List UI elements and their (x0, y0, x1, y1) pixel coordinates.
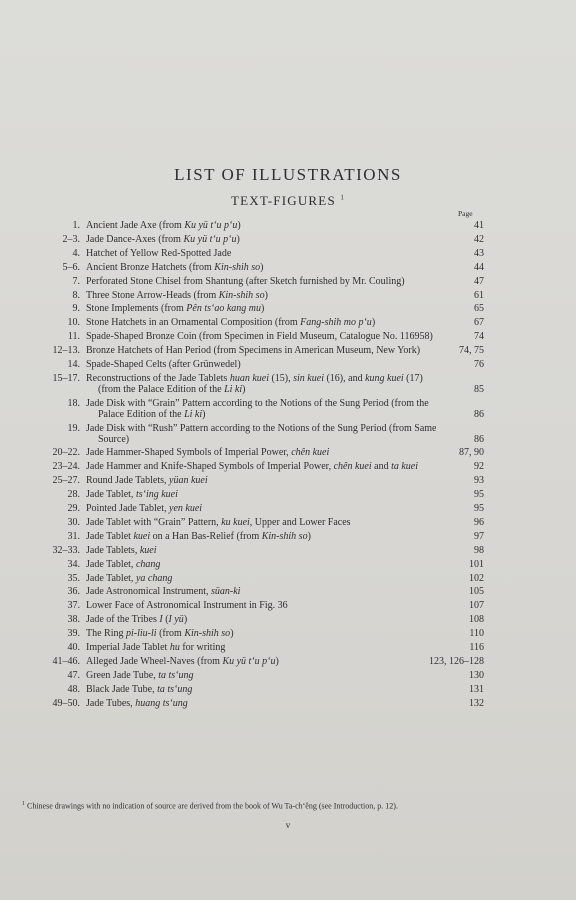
figure-number: 4. (72, 247, 80, 259)
figure-entry (22, 629, 484, 640)
figure-caption: The Ring pi-liu-li (from Kin-shih so) (86, 628, 234, 640)
figure-page: 42 (474, 233, 484, 245)
figure-page: 96 (474, 516, 484, 528)
figure-number: 30. (67, 516, 80, 528)
figure-entry (22, 657, 484, 668)
figure-number: 35. (67, 572, 80, 584)
figure-entry (22, 448, 484, 459)
figure-caption: Bronze Hatchets of Han Period (from Specimens in American Museum, New York) (86, 345, 421, 357)
figure-caption: Jade of the Tribes I (I yü) (86, 614, 188, 626)
figure-number: 10. (67, 317, 80, 329)
figure-caption: Jade Disk with “Grain” Pattern according to the Notions of the Sung Period (from the Palace Edition of the Li ki) (86, 397, 429, 420)
figure-entry (22, 462, 484, 473)
figure-page: 74, 75 (459, 345, 484, 357)
figure-number: 5–6. (62, 261, 80, 273)
figure-caption: Stone Hatchets in an Ornamental Composition (from Fang-shih mo p‘u) (86, 317, 376, 329)
figure-entry (22, 304, 484, 315)
figure-caption: Jade Hammer-Shaped Symbols of Imperial Power, chên kuei (86, 447, 330, 459)
figure-caption: Lower Face of Astronomical Instrument in Fig. 36 (86, 600, 288, 612)
figure-entry (22, 332, 484, 343)
figure-caption: Ancient Jade Axe (from Ku yü t‘u p‘u) (86, 220, 241, 231)
figure-entry (22, 221, 484, 232)
figure-caption: Jade Hammer and Knife-Shaped Symbols of Imperial Power, chên kuei and ta kuei (86, 461, 419, 473)
figure-entry (22, 643, 484, 654)
figure-page: 110 (469, 628, 484, 640)
figure-caption: Jade Tubes, huang ts‘ung (86, 697, 188, 709)
figure-page: 87, 90 (459, 447, 484, 459)
figure-entry (22, 546, 484, 557)
page-number: v (285, 820, 291, 830)
figure-entry (22, 476, 484, 487)
figure-number: 48. (67, 683, 80, 695)
figure-page: 61 (474, 289, 484, 301)
figure-number: 34. (67, 558, 80, 570)
figure-caption: Jade Tablet kuei on a Han Bas-Relief (from Kin-shih so) (86, 530, 311, 542)
figure-entry (22, 235, 484, 246)
figure-page: 67 (474, 317, 484, 329)
figure-page: 92 (474, 461, 484, 473)
figure-page: 41 (474, 220, 484, 231)
figure-page: 43 (474, 247, 484, 259)
figure-entry (22, 374, 484, 396)
figure-page: 95 (474, 503, 484, 515)
figure-page: 102 (469, 572, 484, 584)
figure-caption: Black Jade Tube, ta ts‘ung (86, 683, 193, 695)
figure-page: 130 (469, 669, 484, 681)
figure-caption: Round Jade Tablets, yüan kuei (86, 475, 208, 487)
figure-caption: Jade Tablet, ts‘ing kuei (86, 489, 178, 501)
footnote (22, 799, 492, 812)
figure-entry (22, 574, 484, 585)
figure-entry (22, 671, 484, 682)
figure-entry (22, 699, 484, 710)
figure-entry (22, 399, 484, 421)
figure-page: 97 (474, 530, 484, 542)
footnote-mark: 1 (22, 801, 25, 807)
page-column-label: Page (458, 209, 473, 218)
figure-page: 107 (469, 600, 484, 612)
figure-number: 14. (67, 359, 80, 371)
section-subtitle (0, 193, 576, 209)
figure-entry (22, 685, 484, 696)
figure-page: 132 (469, 697, 484, 709)
figure-number: 23–24. (52, 461, 80, 473)
figure-caption: Perforated Stone Chisel from Shantung (after Sketch furnished by Mr. Couling) (86, 275, 405, 287)
figure-number: 20–22. (52, 447, 80, 459)
figure-caption: Jade Tablets, kuei (86, 544, 157, 556)
figure-entry (22, 263, 484, 274)
figure-number: 40. (67, 642, 80, 654)
figure-page: 85 (474, 383, 484, 395)
figure-caption: Alleged Jade Wheel-Naves (from Ku yü t‘u p‘u) (86, 656, 279, 667)
figure-entry (22, 424, 484, 446)
figure-number: 36. (67, 586, 80, 598)
figure-number: 31. (67, 530, 80, 542)
figure-number: 1. (72, 220, 80, 231)
figure-number: 49–50. (52, 697, 80, 709)
figure-page: 76 (474, 359, 484, 371)
figure-entry (22, 291, 484, 302)
figure-number: 9. (72, 303, 80, 315)
figure-caption: Spade-Shaped Celts (after Grünwedel) (86, 359, 241, 371)
footnote-text: Chinese drawings with no indication of source are derived from the book of Wu Ta-ch‘êng (see Introduction, p. 12). (27, 801, 398, 811)
figure-page: 131 (469, 683, 484, 695)
figure-caption: Reconstructions of the Jade Tablets huan kuei (15), sin kuei (16), and kung kuei (17) (from the Palace Edition of the Li ki) (86, 372, 423, 395)
figure-page: 86 (474, 408, 484, 420)
figure-page: 47 (474, 275, 484, 287)
figure-number: 28. (67, 489, 80, 501)
figure-entry (22, 560, 484, 571)
figure-caption: Jade Tablet, chang (86, 558, 161, 570)
figure-entry (22, 532, 484, 543)
figure-page: 65 (474, 303, 484, 315)
figure-caption: Spade-Shaped Bronze Coin (from Specimen in Field Museum, Catalogue No. 116958) (86, 331, 433, 343)
figure-number: 18. (67, 397, 80, 409)
figure-page: 101 (469, 558, 484, 570)
figure-number: 41–46. (52, 656, 80, 667)
figure-caption: Jade Disk with “Rush” Pattern according to the Notions of the Sung Period (from Same Source) (86, 422, 437, 445)
figure-page: 105 (469, 586, 484, 598)
figure-page: 108 (469, 614, 484, 626)
figure-entry (22, 318, 484, 329)
figure-caption: Pointed Jade Tablet, yen kuei (86, 503, 203, 515)
figure-entry (22, 601, 484, 612)
figure-number: 25–27. (52, 475, 80, 487)
figure-list (22, 221, 484, 713)
figure-entry (22, 346, 484, 357)
figure-entry (22, 360, 484, 371)
figure-number: 32–33. (52, 544, 80, 556)
figure-number: 8. (72, 289, 80, 301)
figure-caption: Jade Tablet, ya chang (86, 572, 173, 584)
figure-caption: Ancient Bronze Hatchets (from Kin-shih so) (86, 261, 264, 273)
figure-number: 38. (67, 614, 80, 626)
figure-caption: Jade Astronomical Instrument, süan-ki (86, 586, 241, 598)
figure-number: 12–13. (52, 345, 80, 357)
figure-entry (22, 277, 484, 288)
figure-entry (22, 587, 484, 598)
figure-number: 29. (67, 503, 80, 515)
figure-entry (22, 518, 484, 529)
figure-caption: Imperial Jade Tablet hu for writing (86, 642, 226, 654)
figure-entry (22, 615, 484, 626)
figure-page: 123, 126–128 (429, 656, 484, 667)
figure-number: 2–3. (62, 233, 80, 245)
footnote-reference: 1 (340, 193, 346, 202)
figure-caption: Hatchet of Yellow Red-Spotted Jade (86, 247, 232, 259)
figure-page: 93 (474, 475, 484, 487)
figure-number: 15–17. (52, 372, 80, 384)
figure-page: 95 (474, 489, 484, 501)
figure-entry (22, 490, 484, 501)
figure-number: 39. (67, 628, 80, 640)
figure-number: 47. (67, 669, 80, 681)
figure-caption: Green Jade Tube, ta ts‘ung (86, 669, 194, 681)
figure-entry (22, 504, 484, 515)
figure-page: 116 (469, 642, 484, 654)
figure-number: 7. (72, 275, 80, 287)
figure-caption: Jade Tablet with “Grain” Pattern, ku kuei, Upper and Lower Faces (86, 516, 351, 528)
subtitle-text: TEXT-FIGURES (230, 193, 336, 208)
figure-number: 37. (67, 600, 80, 612)
figure-page: 86 (474, 433, 484, 445)
figure-caption: Stone Implements (from Pên ts‘ao kang mu) (86, 303, 265, 315)
figure-number: 19. (67, 422, 80, 434)
figure-caption: Three Stone Arrow-Heads (from Kin-shih so) (86, 289, 268, 301)
page-title: LIST OF ILLUSTRATIONS (174, 165, 402, 184)
figure-page: 98 (474, 544, 484, 556)
figure-page: 74 (474, 331, 484, 343)
figure-number: 11. (67, 331, 80, 343)
figure-page: 44 (474, 261, 484, 273)
figure-caption: Jade Dance-Axes (from Ku yü t‘u p‘u) (86, 233, 240, 245)
figure-entry (22, 249, 484, 260)
